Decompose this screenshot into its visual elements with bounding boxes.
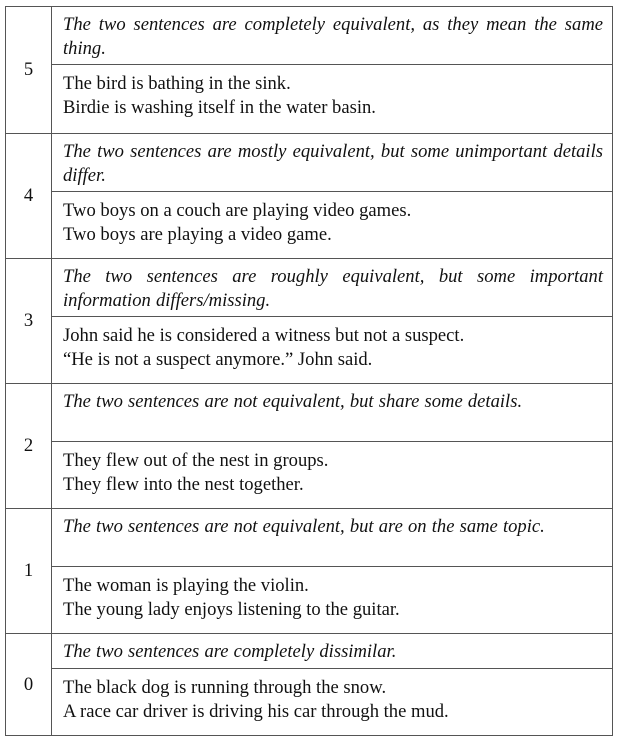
example-sentence-1: The black dog is running through the snow. <box>63 677 387 698</box>
score-cell: 0 <box>6 634 52 735</box>
example-pair <box>52 65 612 124</box>
table-row-score-5 <box>6 7 612 133</box>
example-sentence-2: A race car driver is driving his car through the mud. <box>63 700 449 722</box>
table-row-score-3 <box>6 258 612 383</box>
similarity-scale-table <box>5 6 613 736</box>
example-pair <box>52 442 612 501</box>
score-cell: 3 <box>6 259 52 383</box>
score-cell: 4 <box>6 134 52 258</box>
table-row-score-1 <box>6 508 612 633</box>
score-cell: 1 <box>6 509 52 633</box>
score-description: The two sentences are not equivalent, but are on the same topic. <box>52 509 612 567</box>
score-description: The two sentences are completely equivalent, as they mean the same thing. <box>52 7 612 65</box>
score-description: The two sentences are not equivalent, but share some details. <box>52 384 612 442</box>
example-sentence-1: They flew out of the nest in groups. <box>63 450 329 471</box>
example-pair <box>52 567 612 626</box>
example-pair <box>52 669 612 728</box>
example-pair <box>52 192 612 251</box>
score-cell: 2 <box>6 384 52 508</box>
score-description: The two sentences are completely dissimilar. <box>52 634 612 669</box>
example-sentence-1: John said he is considered a witness but not a suspect. <box>63 325 465 346</box>
score-description: The two sentences are roughly equivalent, but some important information differs/missing. <box>52 259 612 317</box>
example-sentence-2: Two boys are playing a video game. <box>63 223 332 245</box>
example-sentence-1: The woman is playing the violin. <box>63 575 309 596</box>
example-sentence-2: They flew into the nest together. <box>63 473 304 495</box>
table-row-score-4 <box>6 133 612 258</box>
example-sentence-1: Two boys on a couch are playing video games. <box>63 200 412 221</box>
example-sentence-2: The young lady enjoys listening to the guitar. <box>63 598 400 620</box>
example-pair <box>52 317 612 376</box>
example-sentence-1: The bird is bathing in the sink. <box>63 73 291 94</box>
table-row-score-2 <box>6 383 612 508</box>
score-cell: 5 <box>6 7 52 133</box>
example-sentence-2: “He is not a suspect anymore.” John said. <box>63 348 373 370</box>
table-row-score-0 <box>6 633 612 735</box>
score-description: The two sentences are mostly equivalent, but some unimportant details differ. <box>52 134 612 192</box>
example-sentence-2: Birdie is washing itself in the water basin. <box>63 96 376 118</box>
